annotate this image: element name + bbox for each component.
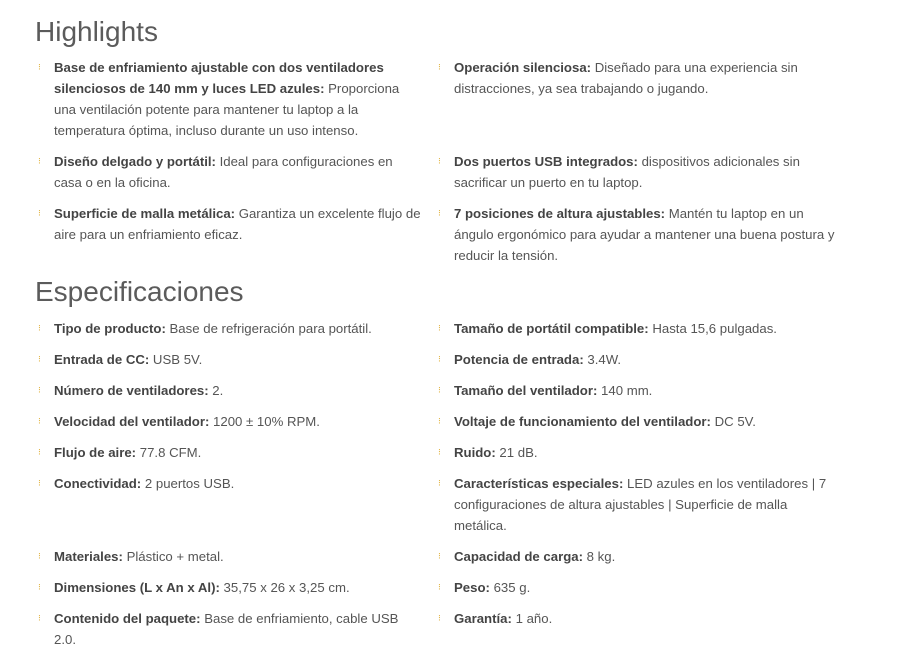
item-value: 2 puertos USB. xyxy=(141,476,235,491)
item-value: Plástico + metal. xyxy=(122,549,224,564)
bullet-icon: ⁝ xyxy=(38,447,41,457)
item-label: Materiales: xyxy=(54,549,123,564)
list-item xyxy=(438,442,838,463)
item-label: Base de enfriamiento ajustable con dos ventiladores silenciosos de 140 mm y luces LED azules: xyxy=(54,60,384,96)
item-value: Garantiza un excelente flujo de aire para un enfriamiento eficaz. xyxy=(54,206,421,242)
item-value: Base de enfriamiento, cable USB 2.0. xyxy=(54,611,399,647)
list-item xyxy=(38,608,423,650)
list-item xyxy=(38,57,423,141)
list-item xyxy=(438,380,838,401)
bullet-icon: ⁝ xyxy=(438,416,441,426)
bullet-icon: ⁝ xyxy=(38,385,41,395)
bullet-icon: ⁝ xyxy=(438,323,441,333)
bullet-icon: ⁝ xyxy=(38,582,41,592)
list-item xyxy=(38,151,423,193)
list-item xyxy=(438,411,838,432)
item-value: Base de refrigeración para portátil. xyxy=(165,321,372,336)
item-value: Proporciona una ventilación potente para mantener tu laptop a la temperatura óptima, incluso durante un uso intenso. xyxy=(54,81,400,138)
item-label: Superficie de malla metálica: xyxy=(54,206,236,221)
item-value: 2. xyxy=(208,383,224,398)
bullet-icon: ⁝ xyxy=(38,613,41,623)
item-label: Dimensiones (L x An x Al): xyxy=(54,580,220,595)
list-item xyxy=(438,577,838,598)
bullet-icon: ⁝ xyxy=(38,323,41,333)
item-value: 3.4W. xyxy=(583,352,622,367)
item-label: Velocidad del ventilador: xyxy=(54,414,210,429)
list-item xyxy=(438,203,838,266)
item-label: Potencia de entrada: xyxy=(454,352,584,367)
item-label: Contenido del paquete: xyxy=(54,611,201,626)
bullet-icon: ⁝ xyxy=(438,156,441,166)
item-label: Tamaño del ventilador: xyxy=(454,383,598,398)
item-value: USB 5V. xyxy=(149,352,203,367)
item-label: Operación silenciosa: xyxy=(454,60,592,75)
highlights-title: Highlights xyxy=(35,16,158,47)
bullet-icon: ⁝ xyxy=(38,478,41,488)
list-item xyxy=(438,608,838,629)
item-label: Tamaño de portátil compatible: xyxy=(454,321,649,336)
list-item xyxy=(438,151,838,193)
list-item xyxy=(438,546,838,567)
item-label: Diseño delgado y portátil: xyxy=(54,154,216,169)
item-label: 7 posiciones de altura ajustables: xyxy=(454,206,666,221)
bullet-icon: ⁝ xyxy=(438,447,441,457)
list-item xyxy=(38,546,423,567)
item-value: 77.8 CFM. xyxy=(136,445,202,460)
item-value: 1 año. xyxy=(511,611,553,626)
item-value: 35,75 x 26 x 3,25 cm. xyxy=(219,580,350,595)
bullet-icon: ⁝ xyxy=(438,208,441,218)
item-label: Flujo de aire: xyxy=(54,445,137,460)
bullet-icon: ⁝ xyxy=(38,551,41,561)
bullet-icon: ⁝ xyxy=(438,354,441,364)
item-label: Entrada de CC: xyxy=(54,352,150,367)
list-item xyxy=(438,349,838,370)
item-label: Garantía: xyxy=(454,611,512,626)
item-label: Ruido: xyxy=(454,445,496,460)
list-item xyxy=(38,203,423,245)
item-label: Características especiales: xyxy=(454,476,624,491)
item-value: 8 kg. xyxy=(583,549,616,564)
list-item xyxy=(38,577,423,598)
item-label: Conectividad: xyxy=(54,476,142,491)
item-value: DC 5V. xyxy=(710,414,756,429)
list-item xyxy=(438,473,838,536)
item-value: 21 dB. xyxy=(495,445,538,460)
item-value: 1200 ± 10% RPM. xyxy=(209,414,320,429)
item-value: 140 mm. xyxy=(597,383,653,398)
list-item xyxy=(38,380,423,401)
item-value: 635 g. xyxy=(489,580,531,595)
bullet-icon: ⁝ xyxy=(438,478,441,488)
bullet-icon: ⁝ xyxy=(438,582,441,592)
item-value: Mantén tu laptop en un ángulo ergonómico para ayudar a mantener una buena postura y reducir la tensión. xyxy=(454,206,835,263)
list-item xyxy=(38,318,423,339)
item-value: Ideal para configuraciones en casa o en la oficina. xyxy=(54,154,393,190)
list-item xyxy=(38,442,423,463)
bullet-icon: ⁝ xyxy=(38,156,41,166)
bullet-icon: ⁝ xyxy=(38,354,41,364)
item-label: Voltaje de funcionamiento del ventilador: xyxy=(454,414,711,429)
item-label: Peso: xyxy=(454,580,490,595)
bullet-icon: ⁝ xyxy=(38,416,41,426)
bullet-icon: ⁝ xyxy=(438,62,441,72)
item-value: dispositivos adicionales sin sacrificar un puerto en tu laptop. xyxy=(454,154,800,190)
bullet-icon: ⁝ xyxy=(438,551,441,561)
item-value: LED azules en los ventiladores | 7 configuraciones de altura ajustables | Superficie de malla metálica. xyxy=(454,476,827,533)
item-value: Diseñado para una experiencia sin distracciones, ya sea trabajando o jugando. xyxy=(454,60,798,96)
list-item xyxy=(38,473,423,494)
list-item xyxy=(438,318,838,339)
item-value: Hasta 15,6 pulgadas. xyxy=(648,321,777,336)
list-item xyxy=(438,57,838,99)
item-label: Dos puertos USB integrados: xyxy=(454,154,638,169)
bullet-icon: ⁝ xyxy=(438,385,441,395)
item-label: Número de ventiladores: xyxy=(54,383,209,398)
specs-title: Especificaciones xyxy=(35,276,244,307)
list-item xyxy=(38,411,423,432)
item-label: Capacidad de carga: xyxy=(454,549,583,564)
bullet-icon: ⁝ xyxy=(38,62,41,72)
list-item xyxy=(38,349,423,370)
item-label: Tipo de producto: xyxy=(54,321,166,336)
bullet-icon: ⁝ xyxy=(438,613,441,623)
bullet-icon: ⁝ xyxy=(38,208,41,218)
